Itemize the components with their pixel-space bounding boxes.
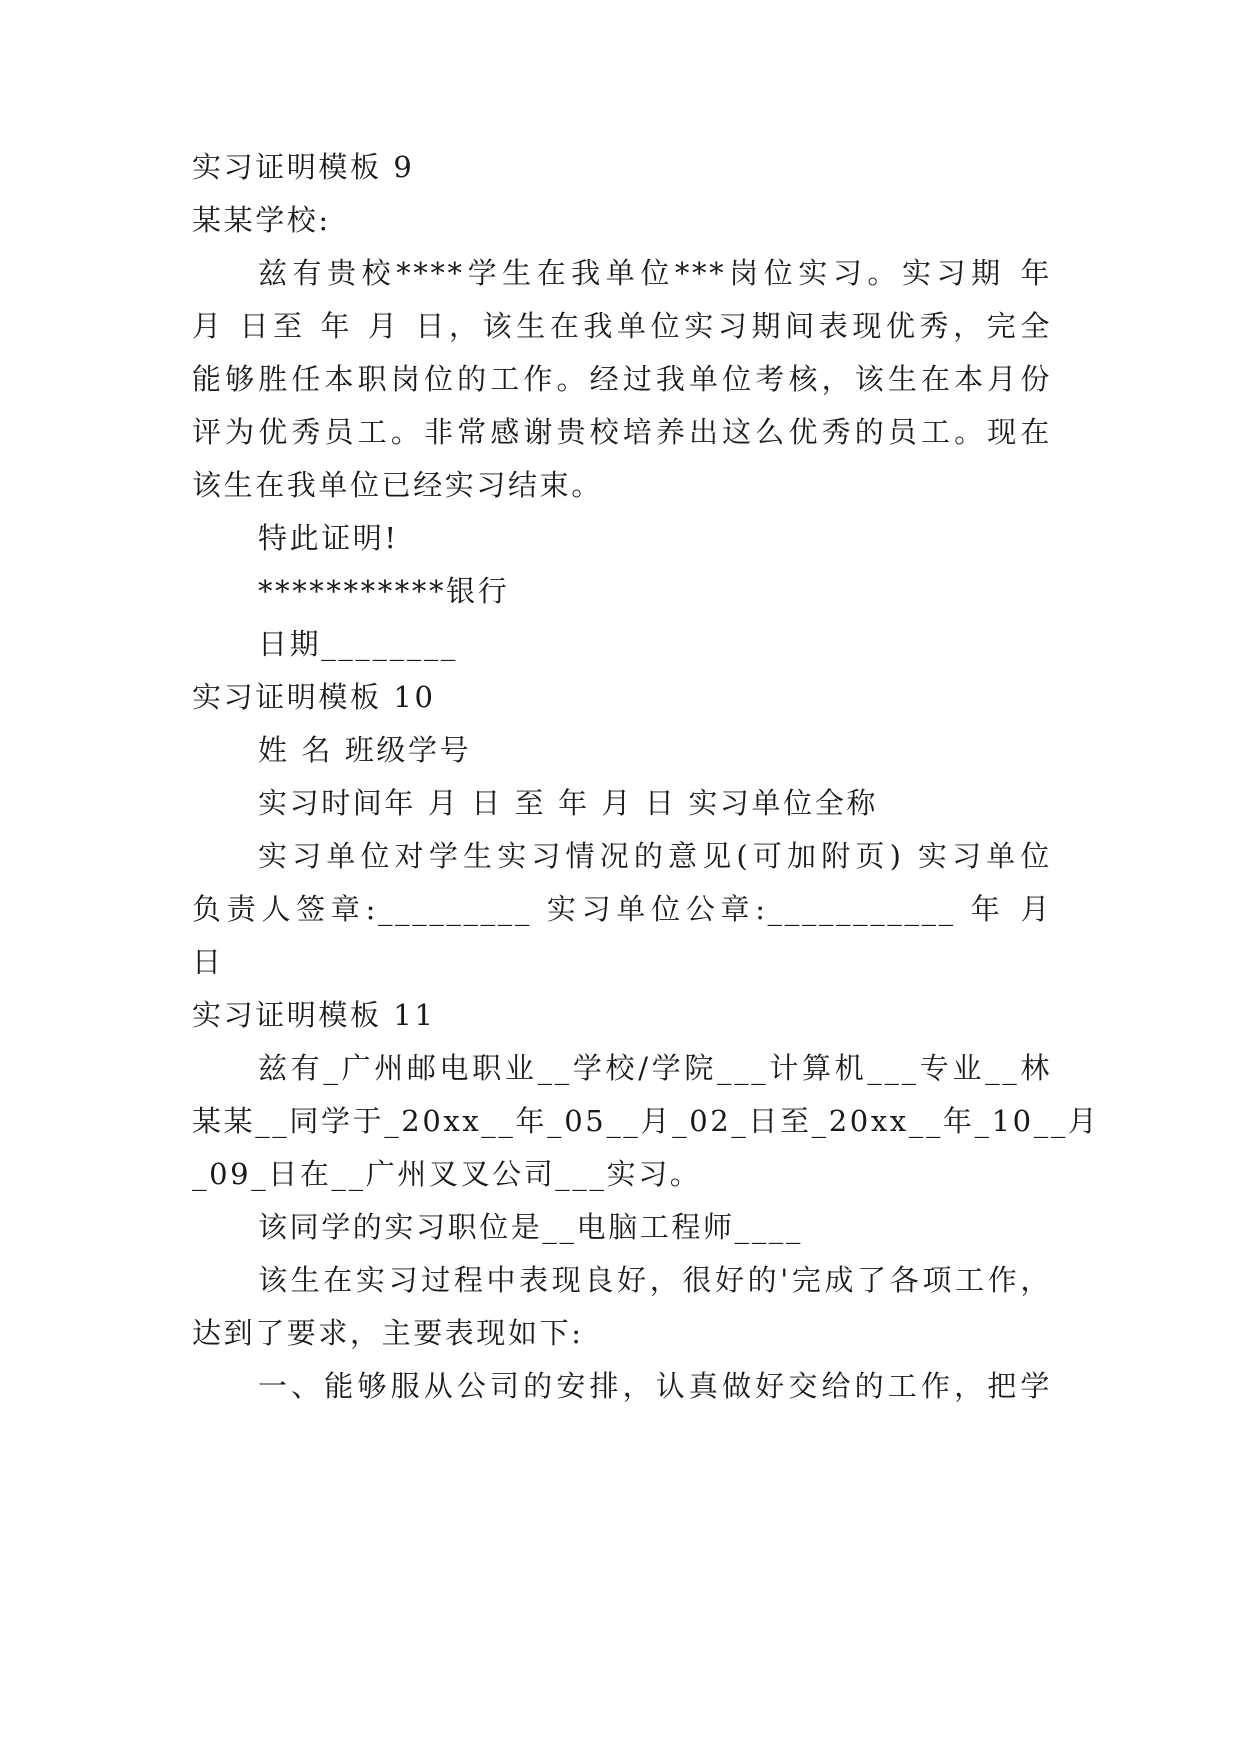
paragraph-line: 一、能够服从公司的安排，认真做好交给的工作，把学 (258, 1369, 1052, 1403)
salutation: 某某学校: (192, 203, 331, 237)
paragraph-line: 某某__同学于_20xx__年_05__月_02_日至_20xx__年_10__月 (192, 1104, 1100, 1138)
paragraph-line: 该生在实习过程中表现良好，很好的'完成了各项工作， (258, 1263, 1052, 1297)
date-line: 日期________ (258, 627, 458, 661)
paragraph-line: 兹有贵校****学生在我单位***岗位实习。实习期 年 (258, 256, 1052, 290)
paragraph-line: 月 日至 年 月 日，该生在我单位实习期间表现优秀，完全 (192, 309, 1052, 343)
form-line: 姓 名 班级学号 (258, 733, 472, 767)
paragraph-line: 达到了要求，主要表现如下: (192, 1316, 584, 1350)
paragraph-line: 兹有_广州邮电职业__学校/学院___计算机___专业__林 (258, 1051, 1052, 1085)
paragraph-line: 评为优秀员工。非常感谢贵校培养出这么优秀的员工。现在 (192, 415, 1052, 449)
certify-line: 特此证明! (258, 521, 399, 555)
paragraph-line: 该同学的实习职位是__电脑工程师____ (258, 1210, 804, 1244)
form-line: 实习时间年 月 日 至 年 月 日 实习单位全称 (258, 786, 878, 820)
paragraph-line: 能够胜任本职岗位的工作。经过我单位考核，该生在本月份 (192, 362, 1052, 396)
heading-template-9: 实习证明模板 9 (192, 150, 415, 184)
heading-template-11: 实习证明模板 11 (192, 998, 436, 1032)
heading-template-10: 实习证明模板 10 (192, 680, 436, 714)
form-line: 负责人签章:_________ 实习单位公章:___________ 年 月 (192, 892, 1052, 926)
paragraph-line: _09_日在__广州叉叉公司___实习。 (192, 1157, 702, 1191)
form-line: 日 (192, 945, 224, 979)
form-line: 实习单位对学生实习情况的意见(可加附页) 实习单位 (258, 839, 1052, 873)
issuer-line: ***********银行 (258, 574, 510, 608)
paragraph-line: 该生在我单位已经实习结束。 (192, 468, 603, 502)
